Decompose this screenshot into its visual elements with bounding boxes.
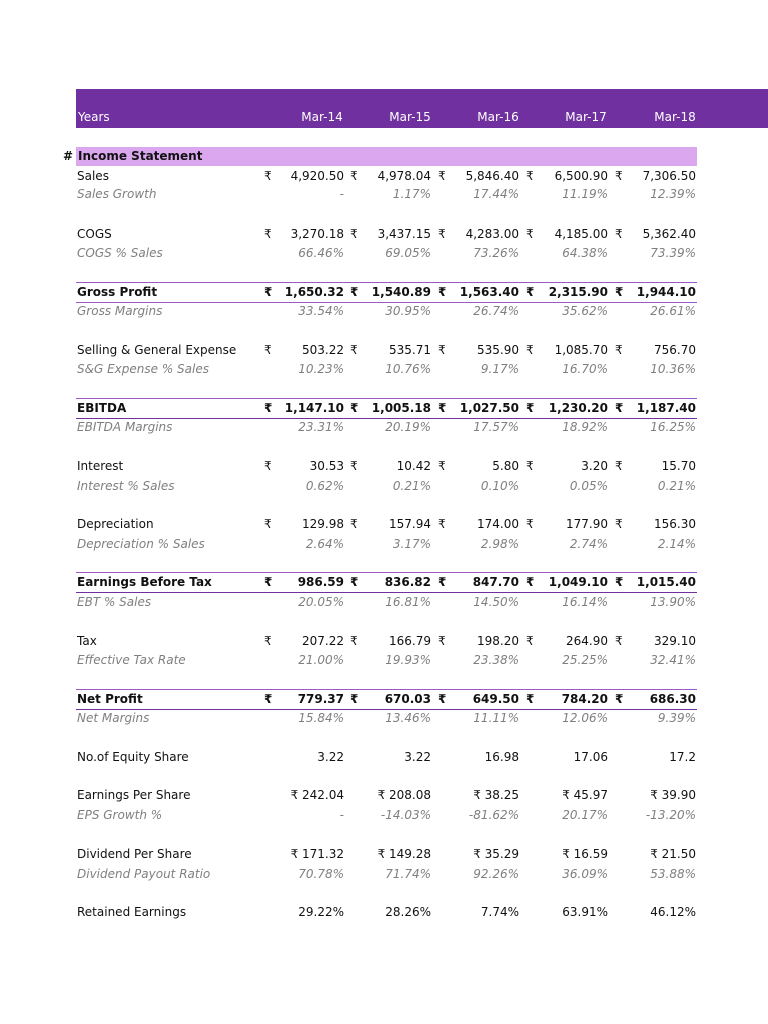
cell-mar-17: ₹ 45.97 [562,788,608,802]
cell-mar-14: 70.78% [298,867,344,881]
currency-symbol: ₹ [350,343,358,357]
row-label: Depreciation % Sales [77,537,205,551]
currency-symbol: ₹ [264,343,272,357]
cell-mar-15: 28.26% [385,905,431,919]
cell-mar-18: 32.41% [650,653,696,667]
cell-mar-16: ₹ 35.29 [473,847,519,861]
cell-mar-15: 1,005.18 [371,401,431,415]
currency-symbol: ₹ [350,459,358,473]
cell-mar-15: 20.19% [385,420,431,434]
cell-mar-15: ₹ 149.28 [377,847,431,861]
cell-mar-14: 1,147.10 [284,401,344,415]
cell-mar-15: 670.03 [384,692,431,706]
cell-mar-16: 1,027.50 [459,401,519,415]
cell-mar-18: 7,306.50 [642,169,696,183]
row-label: EBITDA [77,401,127,415]
cell-mar-18: 16.25% [650,420,696,434]
cell-mar-16: 17.44% [473,187,519,201]
cell-mar-18: 53.88% [650,867,696,881]
cell-mar-17: 35.62% [562,304,608,318]
row-label: Earnings Per Share [77,788,191,802]
row-depreciation-pct [0,535,768,554]
row-net-margins [0,709,768,728]
cell-mar-15: 30.95% [385,304,431,318]
cell-mar-18: 1,015.40 [636,575,696,589]
row-payout [0,865,768,884]
cell-mar-17: 16.70% [562,362,608,376]
currency-symbol: ₹ [615,517,623,531]
row-interest [0,457,768,476]
years-header-bar [76,89,768,128]
row-label: Tax [77,634,97,648]
currency-symbol: ₹ [615,459,623,473]
row-label: Net Margins [77,711,150,725]
cell-mar-18: 1,187.40 [636,401,696,415]
currency-symbol: ₹ [350,227,358,241]
currency-symbol: ₹ [526,575,535,589]
currency-symbol: ₹ [350,169,358,183]
cell-mar-18: ₹ 21.50 [650,847,696,861]
cell-mar-15: 157.94 [389,517,431,531]
row-dps [0,845,768,864]
row-label: No.of Equity Share [77,750,189,764]
row-cogs-pct [0,244,768,263]
row-depreciation [0,515,768,534]
currency-symbol: ₹ [350,517,358,531]
row-bottom-border [76,302,697,303]
cell-mar-16: 847.70 [472,575,519,589]
row-label: Earnings Before Tax [77,575,212,589]
cell-mar-14: 1,650.32 [284,285,344,299]
currency-symbol: ₹ [615,169,623,183]
cell-mar-17: 17.06 [573,750,608,764]
cell-mar-17: 12.06% [562,711,608,725]
cell-mar-15: -14.03% [380,808,431,822]
row-label: Net Profit [77,692,143,706]
currency-symbol: ₹ [438,517,446,531]
row-label: Dividend Payout Ratio [77,867,211,881]
cell-mar-14: 207.22 [302,634,344,648]
currency-symbol: ₹ [615,401,624,415]
row-label: EBITDA Margins [77,420,173,434]
cell-mar-14: 30.53 [309,459,344,473]
cell-mar-17: 264.90 [566,634,608,648]
row-cogs [0,225,768,244]
cell-mar-16: 14.50% [473,595,519,609]
cell-mar-18: -13.20% [645,808,696,822]
cell-mar-18: 13.90% [650,595,696,609]
cell-mar-16: 5.80 [492,459,519,473]
currency-symbol: ₹ [526,634,534,648]
cell-mar-14: 779.37 [297,692,344,706]
cell-mar-16: 4,283.00 [465,227,519,241]
currency-symbol: ₹ [615,343,623,357]
currency-symbol: ₹ [264,285,273,299]
row-label: COGS % Sales [77,246,163,260]
cell-mar-16: 17.57% [473,420,519,434]
row-label: Gross Profit [77,285,158,299]
cell-mar-17: 3.20 [581,459,608,473]
currency-symbol: ₹ [438,401,447,415]
cell-mar-17: 177.90 [566,517,608,531]
currency-symbol: ₹ [350,401,359,415]
cell-mar-14: 29.22% [298,905,344,919]
currency-symbol: ₹ [264,401,273,415]
cell-mar-17: 1,085.70 [554,343,608,357]
row-sales-growth [0,185,768,204]
cell-mar-18: 26.61% [650,304,696,318]
cell-mar-15: 13.46% [385,711,431,725]
currency-symbol: ₹ [615,634,623,648]
cell-mar-14: - [339,187,344,201]
currency-symbol: ₹ [615,227,623,241]
currency-symbol: ₹ [526,343,534,357]
cell-mar-14: - [339,808,344,822]
cell-mar-18: 329.10 [654,634,696,648]
cell-mar-14: 20.05% [298,595,344,609]
cell-mar-18: 5,362.40 [642,227,696,241]
year-header-mar-14: Mar-14 [301,110,343,124]
row-label: S&G Expense % Sales [77,362,209,376]
cell-mar-15: 10.42 [396,459,431,473]
row-label: Sales [77,169,109,183]
cell-mar-17: 16.14% [562,595,608,609]
cell-mar-14: 503.22 [302,343,344,357]
currency-symbol: ₹ [526,692,535,706]
row-tax [0,632,768,651]
currency-symbol: ₹ [350,575,359,589]
currency-symbol: ₹ [526,459,534,473]
cell-mar-16: 7.74% [480,905,519,919]
currency-symbol: ₹ [526,227,534,241]
currency-symbol: ₹ [264,459,272,473]
row-equity-shares [0,748,768,767]
currency-symbol: ₹ [615,575,624,589]
cell-mar-17: 0.05% [569,479,608,493]
cell-mar-15: 3.22 [404,750,431,764]
cell-mar-17: 11.19% [562,187,608,201]
cell-mar-15: 16.81% [385,595,431,609]
currency-symbol: ₹ [264,227,272,241]
row-label: Dividend Per Share [77,847,192,861]
years-header-label: Years [78,110,110,124]
cell-mar-14: 33.54% [298,304,344,318]
row-eps [0,786,768,805]
cell-mar-18: 686.30 [649,692,696,706]
cell-mar-16: 174.00 [477,517,519,531]
cell-mar-14: 2.64% [305,537,344,551]
cell-mar-16: 11.11% [473,711,519,725]
row-ebitda [0,399,768,418]
cell-mar-16: 1,563.40 [459,285,519,299]
row-interest-pct [0,477,768,496]
cell-mar-18: 756.70 [654,343,696,357]
cell-mar-14: 986.59 [297,575,344,589]
currency-symbol: ₹ [526,401,535,415]
row-label: Selling & General Expense [77,343,237,357]
cell-mar-16: 23.38% [473,653,519,667]
row-label: Gross Margins [77,304,163,318]
row-retained [0,903,768,922]
cell-mar-16: 5,846.40 [465,169,519,183]
cell-mar-17: 20.17% [562,808,608,822]
cell-mar-15: 10.76% [385,362,431,376]
cell-mar-17: 784.20 [561,692,608,706]
currency-symbol: ₹ [264,575,273,589]
cell-mar-17: 4,185.00 [554,227,608,241]
row-top-border [76,398,697,399]
cell-mar-14: 15.84% [298,711,344,725]
cell-mar-16: -81.62% [468,808,519,822]
row-top-border [76,282,697,283]
cell-mar-17: 36.09% [562,867,608,881]
cell-mar-16: 649.50 [472,692,519,706]
year-header-mar-15: Mar-15 [389,110,431,124]
row-net-profit [0,690,768,709]
cell-mar-15: 3,437.15 [377,227,431,241]
currency-symbol: ₹ [438,285,447,299]
cell-mar-17: 6,500.90 [554,169,608,183]
currency-symbol: ₹ [350,285,359,299]
cell-mar-15: 3.17% [392,537,431,551]
cell-mar-16: 73.26% [473,246,519,260]
cell-mar-15: 71.74% [385,867,431,881]
cell-mar-15: 69.05% [385,246,431,260]
cell-mar-16: 0.10% [480,479,519,493]
row-label: Effective Tax Rate [77,653,186,667]
row-ebitda-margins [0,418,768,437]
row-label: Depreciation [77,517,154,531]
row-ebt [0,573,768,592]
row-label: Retained Earnings [77,905,187,919]
cell-mar-18: 2.14% [657,537,696,551]
currency-symbol: ₹ [438,634,446,648]
row-top-border [76,689,697,690]
row-sales [0,167,768,186]
cell-mar-17: 18.92% [562,420,608,434]
currency-symbol: ₹ [438,575,447,589]
cell-mar-17: 2.74% [569,537,608,551]
row-eps-growth [0,806,768,825]
cell-mar-15: 1.17% [392,187,431,201]
row-label: Interest [77,459,124,473]
cell-mar-15: 19.93% [385,653,431,667]
row-sga [0,341,768,360]
currency-symbol: ₹ [615,692,624,706]
cell-mar-17: ₹ 16.59 [562,847,608,861]
currency-symbol: ₹ [526,285,535,299]
section-hash-marker: # [63,149,74,163]
cell-mar-18: 15.70 [661,459,696,473]
cell-mar-16: ₹ 38.25 [473,788,519,802]
year-header-mar-16: Mar-16 [477,110,519,124]
row-gross-profit [0,283,768,302]
cell-mar-18: 1,944.10 [636,285,696,299]
income-statement-section-bar [76,147,697,166]
row-label: Sales Growth [77,187,157,201]
cell-mar-15: ₹ 208.08 [377,788,431,802]
cell-mar-16: 92.26% [473,867,519,881]
cell-mar-15: 535.71 [389,343,431,357]
cell-mar-14: 23.31% [298,420,344,434]
row-gross-margins [0,302,768,321]
row-sga-pct [0,360,768,379]
cell-mar-18: 73.39% [650,246,696,260]
row-label: Interest % Sales [77,479,175,493]
section-title: Income Statement [78,149,203,163]
currency-symbol: ₹ [438,227,446,241]
currency-symbol: ₹ [350,634,358,648]
cell-mar-18: 9.39% [657,711,696,725]
cell-mar-17: 2,315.90 [548,285,608,299]
cell-mar-16: 2.98% [480,537,519,551]
cell-mar-14: 4,920.50 [290,169,344,183]
cell-mar-17: 1,230.20 [548,401,608,415]
cell-mar-16: 9.17% [480,362,519,376]
cell-mar-18: 17.2 [669,750,696,764]
cell-mar-18: 156.30 [654,517,696,531]
currency-symbol: ₹ [438,459,446,473]
row-label: EBT % Sales [77,595,152,609]
cell-mar-18: 10.36% [650,362,696,376]
cell-mar-17: 63.91% [562,905,608,919]
cell-mar-17: 64.38% [562,246,608,260]
cell-mar-15: 166.79 [389,634,431,648]
currency-symbol: ₹ [264,517,272,531]
cell-mar-14: ₹ 242.04 [290,788,344,802]
cell-mar-15: 836.82 [384,575,431,589]
currency-symbol: ₹ [438,343,446,357]
cell-mar-14: ₹ 171.32 [290,847,344,861]
cell-mar-15: 1,540.89 [371,285,431,299]
currency-symbol: ₹ [264,169,272,183]
currency-symbol: ₹ [438,692,447,706]
currency-symbol: ₹ [350,692,359,706]
cell-mar-14: 3,270.18 [290,227,344,241]
row-label: COGS [77,227,112,241]
cell-mar-18: 46.12% [650,905,696,919]
currency-symbol: ₹ [526,517,534,531]
cell-mar-14: 3.22 [317,750,344,764]
cell-mar-14: 21.00% [298,653,344,667]
cell-mar-15: 4,978.04 [377,169,431,183]
currency-symbol: ₹ [438,169,446,183]
row-label: EPS Growth % [77,808,163,822]
row-top-border [76,572,697,573]
cell-mar-14: 129.98 [302,517,344,531]
cell-mar-16: 26.74% [473,304,519,318]
row-ebt-pct [0,593,768,612]
currency-symbol: ₹ [615,285,624,299]
currency-symbol: ₹ [264,692,273,706]
cell-mar-14: 66.46% [298,246,344,260]
year-header-mar-18: Mar-18 [654,110,696,124]
cell-mar-14: 0.62% [305,479,344,493]
row-effective-tax [0,651,768,670]
cell-mar-14: 10.23% [298,362,344,376]
cell-mar-16: 535.90 [477,343,519,357]
currency-symbol: ₹ [526,169,534,183]
cell-mar-16: 16.98 [484,750,519,764]
cell-mar-18: 0.21% [657,479,696,493]
cell-mar-18: 12.39% [650,187,696,201]
cell-mar-16: 198.20 [477,634,519,648]
year-header-mar-17: Mar-17 [565,110,607,124]
cell-mar-17: 1,049.10 [548,575,608,589]
cell-mar-17: 25.25% [562,653,608,667]
currency-symbol: ₹ [264,634,272,648]
cell-mar-15: 0.21% [392,479,431,493]
cell-mar-18: ₹ 39.90 [650,788,696,802]
